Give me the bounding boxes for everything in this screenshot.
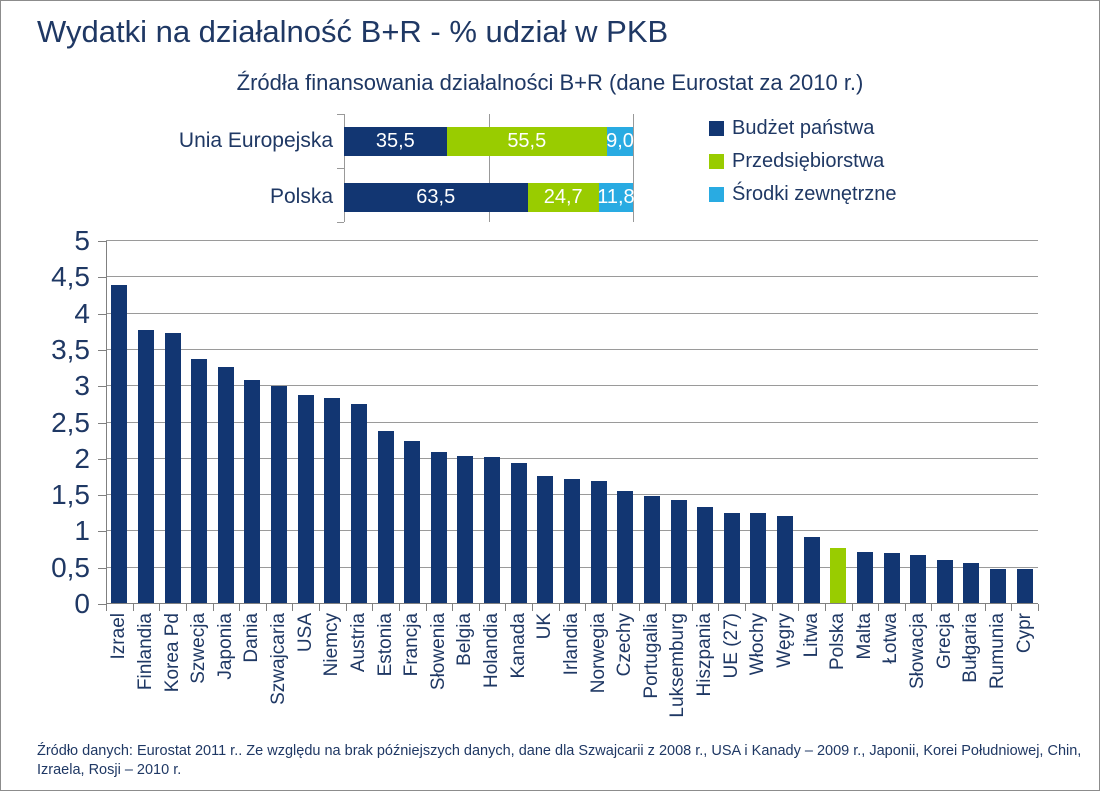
x-axis-tick [692,604,693,611]
x-axis-label [878,613,905,741]
x-axis-label-text: Niemcy [321,613,343,677]
x-axis-tick [159,604,160,611]
x-axis-tick [852,604,853,611]
x-axis-tick [585,604,586,611]
y-axis-label: 0,5 [51,551,90,583]
x-axis-label-text: Korea Pd [161,613,183,693]
bar-uk [537,476,553,604]
x-axis-label-text: Szwecja [188,613,210,684]
bar-holandia [484,457,500,603]
bar-usa [298,395,314,603]
bar-kanada [511,463,527,603]
x-axis-tick [612,604,613,611]
x-axis-tick [106,604,107,611]
axis-tick [337,222,344,223]
bar-irlandia [564,479,580,603]
x-axis-tick [532,604,533,611]
x-axis-label-text: Szwajcaria [268,613,290,705]
x-axis-label [452,613,479,741]
x-axis-label [213,613,240,741]
y-axis-tick [98,423,106,424]
x-axis-label [1011,613,1038,741]
x-axis-tick [133,604,134,611]
segment-value-label: 24,7 [543,186,583,208]
bar-włochy [750,513,766,603]
x-axis-label-text: Czechy [614,613,636,677]
x-axis-label-text: Francja [401,613,423,677]
bar-segment [344,127,447,156]
bar-hiszpania [697,507,713,603]
x-axis-tick [639,604,640,611]
x-axis-label-text: Kanada [507,613,529,679]
bar-luksemburg [671,500,687,603]
x-axis-label-text: Łotwa [880,613,902,664]
x-axis-tick [239,604,240,611]
x-axis-tick [452,604,453,611]
x-axis-label-text: Portugalia [640,613,662,699]
legend-swatch [709,187,724,202]
x-axis-tick [292,604,293,611]
x-axis-label [718,613,745,741]
x-axis-label [239,613,266,741]
x-axis-label [399,613,426,741]
segment-value-label: 55,5 [507,130,547,152]
y-axis-label: 1 [74,515,90,547]
chart-subtitle: Źródła finansowania działalności B+R (dane Eurostat za 2010 r.) [236,70,864,95]
legend-label: Środki zewnętrzne [732,183,897,205]
x-axis-label-text: Rumunia [986,613,1008,690]
source-note-line1: Źródło danych: Eurostat 2011 r.. Ze względu na brak późniejszych danych, dane dla Szwajcarii z 2008 r., USA i Kanady – 2009 r., Japonii, Korei Południowej, Chin, [37,743,1082,759]
x-axis-label [426,613,453,741]
stacked-bar [344,183,633,212]
bar-finlandia [138,330,154,603]
x-axis-label [852,613,879,741]
x-axis-tick [426,604,427,611]
y-axis-tick [98,604,106,605]
axis-tick [337,114,344,115]
category-label: Unia Europejska [178,129,333,152]
page-title: Wydatki na działalność B+R - % udział w PKB [37,14,669,49]
y-axis-label: 0 [74,588,90,619]
bar-segment [528,183,599,212]
x-axis-label [106,613,133,741]
x-axis-label-text: Polska [827,613,849,671]
segment-value-label: 9,0 [606,130,634,152]
x-axis-label [612,613,639,741]
gridline [106,276,1038,277]
x-axis-label-text: Bułgaria [960,613,982,683]
segment-value-label: 63,5 [416,186,456,208]
y-axis-label: 2 [74,442,90,474]
y-axis-tick [98,386,106,387]
bar-łotwa [884,553,900,603]
segment-value-label: 35,5 [375,130,415,152]
bar-słowenia [431,452,447,603]
x-axis-label-text: Grecja [933,613,955,669]
x-axis-label [639,613,666,741]
y-axis-label: 4 [74,297,90,329]
x-axis-tick [266,604,267,611]
x-axis-label [745,613,772,741]
y-axis-label: 4,5 [51,261,90,293]
rd-spending-bar-chart [51,225,1038,619]
bar-grecja [937,560,953,603]
x-axis-label-text: Słowenia [427,613,449,691]
x-axis-label [772,613,799,741]
gridline [106,240,1038,241]
x-axis-label-text: Włochy [747,613,769,676]
y-axis-tick [98,568,106,569]
x-axis-tick [559,604,560,611]
stacked-chart-plot [344,114,633,222]
x-axis-tick [745,604,746,611]
x-axis-label [532,613,559,741]
stacked-bar [344,127,633,156]
bar-malta [857,552,873,603]
bar-izrael [111,285,127,603]
x-axis-tick [372,604,373,611]
x-axis-label [559,613,586,741]
y-axis-tick [98,277,106,278]
bar-norwegia [591,481,607,603]
y-axis-label: 3,5 [51,333,90,365]
legend-item [709,117,897,140]
bar-segment [599,183,633,212]
y-axis-tick [98,314,106,315]
y-axis-label: 2,5 [51,406,90,438]
y-axis-tick [98,241,106,242]
x-axis-label [985,613,1012,741]
x-axis-tick [905,604,906,611]
x-axis-label-text: Hiszpania [694,613,716,697]
y-axis-tick [98,459,106,460]
y-axis-tick [98,531,106,532]
x-axis-label-text: Norwegia [587,613,609,694]
x-axis-tick [985,604,986,611]
x-axis-tick [505,604,506,611]
x-axis-label-text: Litwa [800,613,822,658]
x-axis-label-text: UK [534,613,556,640]
bar-słowacja [910,555,926,603]
bar-korea-pd [165,333,181,603]
segment-value-label: 11,8 [597,186,635,208]
x-axis-label [505,613,532,741]
bar-polska [830,548,846,603]
y-axis-tick [98,495,106,496]
x-axis-label-text: Cypr [1013,613,1035,654]
x-axis-tick [772,604,773,611]
category-label: Polska [269,185,333,208]
x-axis-label-text: Malta [853,613,875,660]
y-axis-line [106,241,107,604]
x-axis-label [665,613,692,741]
y-axis-tick [98,350,106,351]
x-axis-label-text: Węgry [773,613,795,668]
x-axis-label [319,613,346,741]
x-axis-tick [958,604,959,611]
x-axis-label [825,613,852,741]
bar-segment [344,183,528,212]
y-axis-label: 5 [74,225,90,256]
bar-szwecja [191,359,207,603]
x-axis-label [159,613,186,741]
bar-czechy [617,491,633,603]
y-axis-label: 3 [74,370,90,402]
x-axis-label [798,613,825,741]
x-axis-tick [878,604,879,611]
legend-swatch [709,121,724,136]
source-note [37,742,1081,780]
gridline [106,313,1038,314]
x-axis-label-text: Irlandia [560,613,582,676]
x-axis-tick [718,604,719,611]
x-axis-tick [1011,604,1012,611]
x-axis-label-text: USA [294,613,316,653]
x-axis-tick [399,604,400,611]
legend-item [709,150,897,173]
bar-japonia [218,367,234,603]
bar-francja [404,441,420,603]
x-axis-label-text: Izrael [108,613,130,660]
bar-rumunia [990,569,1006,603]
x-axis-label [692,613,719,741]
legend-label: Budżet państwa [732,117,875,139]
axis-tick [337,168,344,169]
x-axis-label [292,613,319,741]
x-axis-label [585,613,612,741]
x-axis-label-text: UE (27) [720,613,742,679]
x-axis-label [186,613,213,741]
x-axis-tick [186,604,187,611]
x-axis-label [346,613,373,741]
x-axis-label-text: Holandia [481,613,503,688]
y-axis-label: 1,5 [51,479,90,511]
bar-segment [447,127,607,156]
x-axis-label-text: Słowacja [907,613,929,690]
x-axis-label-text: Japonia [214,613,236,680]
bar-cypr [1017,569,1033,603]
x-axis-label-text: Austria [347,613,369,673]
bar-belgia [457,456,473,603]
x-axis-tick [665,604,666,611]
legend-swatch [709,154,724,169]
legend-label: Przedsiębiorstwa [732,150,885,172]
bar-litwa [804,537,820,603]
bar-niemcy [324,398,340,603]
bar-dania [244,380,260,603]
x-axis-label [372,613,399,741]
legend-item [709,183,897,206]
x-axis-label-text: Dania [241,613,263,663]
x-axis-label [905,613,932,741]
bar-bułgaria [963,563,979,603]
x-axis-tick [346,604,347,611]
x-axis-tick [319,604,320,611]
bar-szwajcaria [271,386,287,603]
legend [709,117,897,216]
x-axis-label [931,613,958,741]
x-axis-label [479,613,506,741]
x-axis-tick [1038,604,1039,611]
x-axis-tick [798,604,799,611]
bar-ue-27- [724,513,740,603]
x-axis-tick [825,604,826,611]
x-axis-label [266,613,293,741]
gridline [106,349,1038,350]
x-axis-label [133,613,160,741]
bar-estonia [378,431,394,603]
funding-sources-chart [1,105,1099,231]
bar-węgry [777,516,793,603]
x-axis-label-text: Belgia [454,613,476,666]
x-axis-label-text: Finlandia [134,613,156,691]
x-axis-label-text: Luksemburg [667,613,689,718]
x-axis-labels [106,613,1038,741]
x-axis-label-text: Estonia [374,613,396,677]
x-axis-label [958,613,985,741]
x-axis-line [106,603,1038,604]
x-axis-tick [479,604,480,611]
bar-austria [351,404,367,603]
bar-portugalia [644,496,660,603]
x-axis-tick [931,604,932,611]
x-axis-tick [213,604,214,611]
source-note-line2: Izraela, Rosji – 2010 r. [37,762,182,778]
bar-segment [607,127,633,156]
